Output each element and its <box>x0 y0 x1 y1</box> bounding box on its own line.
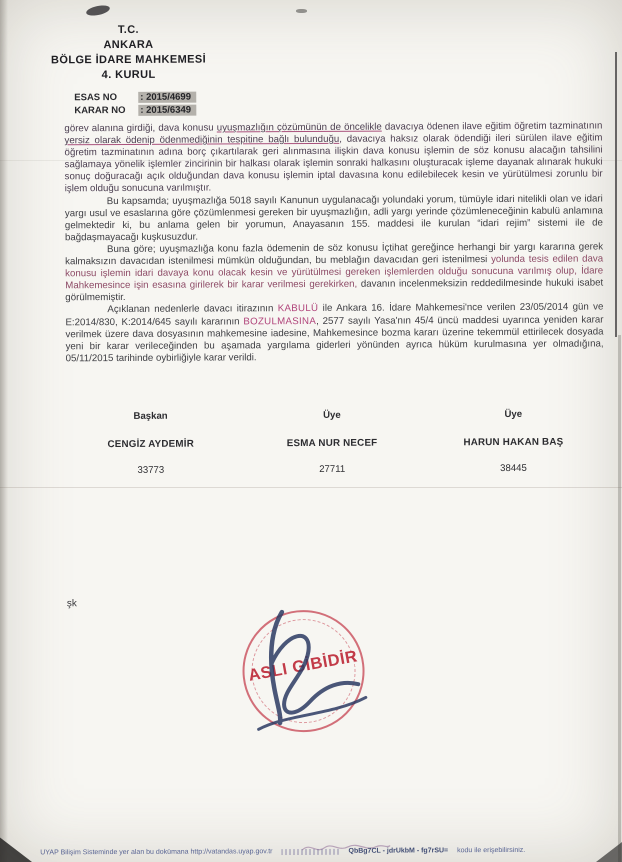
p3-segment: davanın incelenmeksizin reddedilmesinde hukuki isabet görülmemiştir. <box>65 277 604 304</box>
signature-member-1 <box>241 409 423 475</box>
signature-title: Başkan <box>133 410 168 422</box>
header-city: ANKARA <box>103 38 154 52</box>
paragraph-3 <box>65 241 603 304</box>
p1-underlined-segment: uyuşmazlığın çözümünün de öncelikle <box>216 121 382 134</box>
p4-segment: , 2577 sayılı Yasa'nın 45/4 üncü maddesi uyarınca yeniden karar verilmek üzere dava dosyasının mahkemesine iadesine, Mahkemesince bozma kararı üzerine tekemmül ettirilecek dosyada yeni bir karar verileceğinden bu aşamada yargılama giderleri yönünden ayrıca hüküm kurulmasına yer olmadığına, 05/11/2015 tarihinde oybirliğiyle karar verildi. <box>65 313 604 365</box>
footer-text: UYAP Bilişim Sisteminde yer alan bu dokümana http://vatandas.uyap.gov.tr <box>40 848 273 857</box>
signature-name: ESMA NUR NECEF <box>286 437 378 450</box>
p1-underlined-segment: yersiz olarak ödenip ödenmediğinin tespitine bağlı bulunduğu <box>64 133 340 147</box>
p4-kabul-keyword: KABULÜ <box>277 303 319 315</box>
case-numbers <box>74 91 196 118</box>
karar-no-label: KARAR NO <box>74 104 126 117</box>
court-header <box>26 22 231 83</box>
handwritten-signature <box>223 592 387 748</box>
esas-no-label: ESAS NO <box>74 92 118 104</box>
header-board: 4. KURUL <box>101 68 156 82</box>
p4-segment: ile Ankara 16. İdare Mahkemesi'nce verilen 23/05/2014 gün ve E:2014/830, K:2014/645 sayılı kararının <box>65 301 604 328</box>
p1-segment: , davacıya haksız olarak ödendiği ileri sürülen ilave eğitim öğretim tazminatının adına borç çıkartılarak geri alınmasına ilişkin dava konusu işlemin de söz konusu alacağın tahsilini sağlamaya yönelik işlemler zincirinin bir halkası olarak işlemin sonraki halkasını oluşturacak işleme dayanak alınarak hukuki sonuç doğuracağı açık olduğundan dava konusu işlemin iptal davasına konu edilebilecek kesin ve yürütülmesi zorunlu bir işlem olduğu sonucuna varılmıştır. <box>64 132 603 195</box>
decision-text <box>64 120 603 365</box>
signature-member-2 <box>423 408 605 474</box>
p4-bozulma-keyword: BOZULMASINA <box>243 315 317 327</box>
p4-segment: Açıklanan nedenlerle davacı itirazının <box>107 303 278 316</box>
signature-block <box>60 408 604 476</box>
signature-registry-number: 33773 <box>137 464 165 476</box>
paragraph-4 <box>65 302 603 365</box>
karar-no-value: : 2015/6349 <box>138 105 196 116</box>
p3-segment: Buna göre; uyuşmazlığa konu fazla ödemenin de söz konusu İçtihat gereğince herhangi bir yargı kararına gerek kalmaksızın davacıdan istenilmesi mümkün olduğundan, bu meblağın davacıdan geri istenilmesi <box>65 241 604 268</box>
esas-no-row <box>74 91 196 105</box>
footer-noise <box>281 848 339 854</box>
p1-segment: görev alanına girdiği, dava konusu <box>64 122 217 135</box>
karar-no-row <box>74 104 196 118</box>
paragraph-2: Bu kapsamda; uyuşmazlığa 5018 sayılı Kanunun uygulanacağı yolundaki yorum, tümüyle idari nitelikli olan ve idari yargı usul ve esaslarına göre çözümlenmesi gereken bir uyuşmazlığın, adli yargı yerinde çözümleneceğinin kabulü anlamına gelmektedir ki, bu anlama gelen bir yorumun, Anayasanın 155. maddesi ile kurulan “idari rejim” sistemi ile de bağdaşmayacağı kuşkusuzdur. <box>64 193 603 244</box>
signature-title: Üye <box>504 408 523 420</box>
esas-no-value: : 2015/4699 <box>138 92 196 103</box>
stamp-text: ASLI GİBİDİR <box>246 647 359 685</box>
header-tc: T.C. <box>117 23 140 37</box>
signature-name: CENGİZ AYDEMİR <box>107 438 194 451</box>
signature-name: HARUN HAKAN BAŞ <box>463 436 564 449</box>
signature-title: Üye <box>323 409 341 421</box>
clerk-initials: şk <box>66 598 77 610</box>
uyap-footer <box>40 846 610 856</box>
signature-registry-number: 27711 <box>319 463 346 475</box>
footer-access-code: QbBg7CL - jdrUkbM - fg7rSU= <box>348 847 449 855</box>
certification-stamp <box>220 600 388 756</box>
p3-tinted-segment: yolunda tesis edilen dava konusu işlemin idari davaya konu olacak kesin ve yürütülmesi gereken işlemlerden olduğu sonucuna varılmış olup, İdare Mahkemesince işin esasına girilerek bir karar verilmesi gerekirken, <box>65 253 604 292</box>
paragraph-1 <box>64 120 602 195</box>
signature-president <box>60 410 242 476</box>
footer-text: kodu ile erişebilirsiniz. <box>457 846 526 855</box>
header-court-name: BÖLGE İDARE MAHKEMESİ <box>50 53 207 67</box>
signature-registry-number: 38445 <box>500 462 527 475</box>
p1-segment: davacıya ödenen ilave eğitim öğretim tazminatının <box>381 120 603 133</box>
